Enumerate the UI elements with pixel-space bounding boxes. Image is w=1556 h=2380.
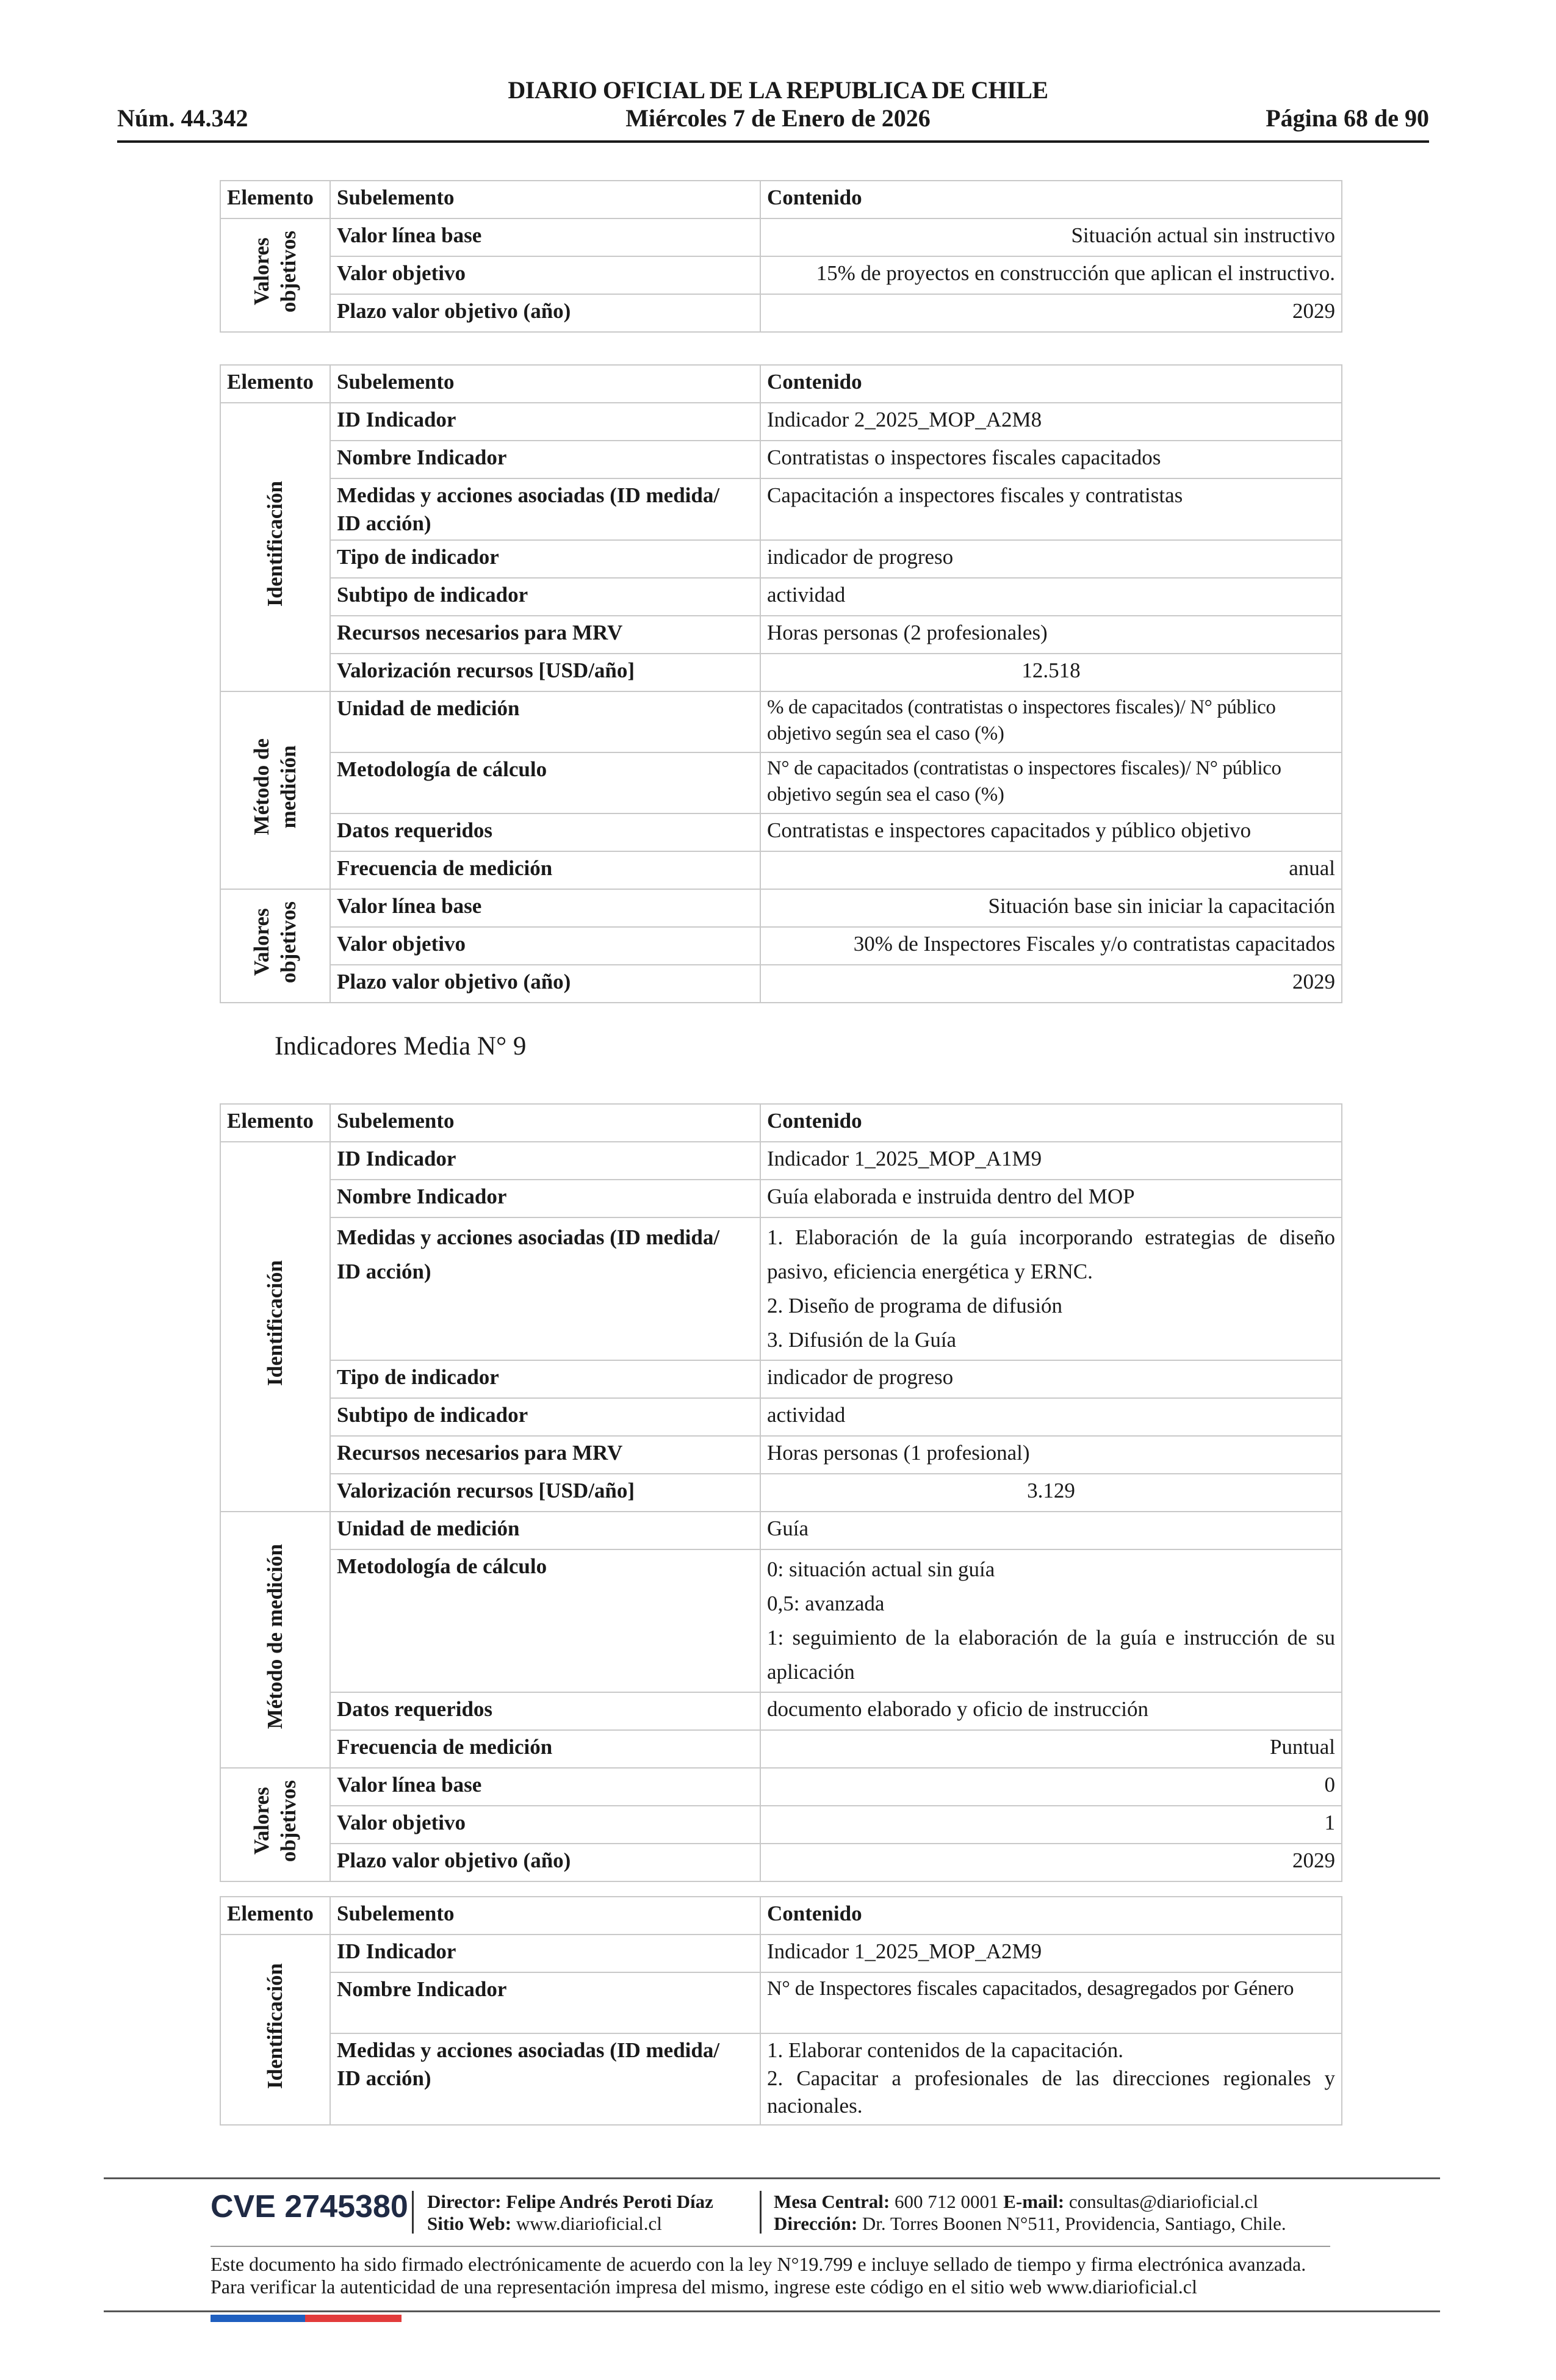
value-frecuencia: anual bbox=[760, 851, 1342, 889]
value-datos: documento elaborado y oficio de instrucción bbox=[760, 1692, 1342, 1730]
label-nombre: Nombre Indicador bbox=[330, 1180, 760, 1217]
value-plazo: 2029 bbox=[760, 294, 1342, 332]
indicator-table-1 bbox=[220, 180, 1342, 333]
footer-contact-block: Mesa Central: 600 712 0001 E-mail: consultas@diarioficial.cl Dirección: Dr. Torres Boonen N°511, Providencia, Santiago, Chile. bbox=[774, 2191, 1286, 2234]
label-unidad: Unidad de medición bbox=[330, 1512, 760, 1549]
value-subtipo: actividad bbox=[760, 1398, 1342, 1436]
label-valor-objetivo: Valor objetivo bbox=[330, 927, 760, 965]
footer-divider-bottom bbox=[104, 2310, 1440, 2312]
section-heading: Indicadores Media N° 9 bbox=[275, 1032, 527, 1061]
value-medidas bbox=[760, 2033, 1342, 2125]
value-medidas: Capacitación a inspectores fiscales y contratistas bbox=[760, 478, 1342, 540]
flag-bar-red bbox=[305, 2315, 402, 2322]
label-linea-base: Valor línea base bbox=[330, 218, 760, 256]
value-tipo: indicador de progreso bbox=[760, 540, 1342, 578]
label-metodologia: Metodología de cálculo bbox=[330, 752, 760, 813]
label-frecuencia: Frecuencia de medición bbox=[330, 851, 760, 889]
label-valorizacion: Valorización recursos [USD/año] bbox=[330, 1474, 760, 1512]
label-nombre: Nombre Indicador bbox=[330, 441, 760, 478]
value-recursos: Horas personas (2 profesionales) bbox=[760, 616, 1342, 654]
label-metodologia: Metodología de cálculo bbox=[330, 1549, 760, 1692]
label-plazo: Plazo valor objetivo (año) bbox=[330, 294, 760, 332]
page-number: Página 68 de 90 bbox=[1266, 104, 1429, 132]
value-nombre: Contratistas o inspectores fiscales capacitados bbox=[760, 441, 1342, 478]
label-id-indicador: ID Indicador bbox=[330, 1935, 760, 1972]
phone-number: 600 712 0001 bbox=[895, 2191, 999, 2212]
label-valor-objetivo: Valor objetivo bbox=[330, 1806, 760, 1844]
label-unidad: Unidad de medición bbox=[330, 691, 760, 752]
cve-code: CVE 2745380 bbox=[211, 2189, 408, 2224]
value-datos: Contratistas e inspectores capacitados y público objetivo bbox=[760, 813, 1342, 851]
col-header-elemento: Elemento bbox=[220, 181, 330, 218]
flag-bar-blue bbox=[211, 2315, 305, 2322]
col-header-subelemento: Subelemento bbox=[330, 365, 760, 403]
group-valores-objetivos: Valores objetivos bbox=[220, 1768, 330, 1881]
col-header-contenido: Contenido bbox=[760, 181, 1342, 218]
label-valorizacion: Valorización recursos [USD/año] bbox=[330, 654, 760, 691]
value-metodologia bbox=[760, 1549, 1342, 1692]
value-nombre: Guía elaborada e instruida dentro del MOP bbox=[760, 1180, 1342, 1217]
indicator-table-4 bbox=[220, 1896, 1342, 2126]
col-header-elemento: Elemento bbox=[220, 1897, 330, 1935]
email-link[interactable]: consultas@diarioficial.cl bbox=[1068, 2191, 1258, 2212]
medida-item: 2. Diseño de programa de difusión bbox=[767, 1294, 1063, 1318]
value-linea-base: Situación actual sin instructivo bbox=[760, 218, 1342, 256]
signature-notice: Este documento ha sido firmado electrónicamente de acuerdo con la ley N°19.799 e incluye sellado de tiempo y firma electrónica avanzada. Para verificar la autenticidad de una representación impresa del mismo, ingrese este código en el sitio web www.diarioficial.cl bbox=[211, 2253, 1306, 2298]
value-plazo: 2029 bbox=[760, 1844, 1342, 1881]
label-plazo: Plazo valor objetivo (año) bbox=[330, 965, 760, 1003]
label-recursos: Recursos necesarios para MRV bbox=[330, 616, 760, 654]
label-subtipo: Subtipo de indicador bbox=[330, 1398, 760, 1436]
header-divider bbox=[117, 140, 1429, 143]
label-linea-base: Valor línea base bbox=[330, 889, 760, 927]
value-nombre: N° de Inspectores fiscales capacitados, desagregados por Género bbox=[760, 1972, 1342, 2033]
col-header-contenido: Contenido bbox=[760, 365, 1342, 403]
group-metodo-medicion: Método de medición bbox=[220, 691, 330, 889]
issue-date: Miércoles 7 de Enero de 2026 bbox=[625, 104, 931, 132]
value-metodologia: N° de capacitados (contratistas o inspectores fiscales)/ N° público objetivo según sea el caso (%) bbox=[760, 752, 1342, 813]
label-recursos: Recursos necesarios para MRV bbox=[330, 1436, 760, 1474]
col-header-contenido: Contenido bbox=[760, 1897, 1342, 1935]
metodologia-item: 0: situación actual sin guía bbox=[767, 1557, 995, 1581]
label-nombre: Nombre Indicador bbox=[330, 1972, 760, 2033]
value-unidad: % de capacitados (contratistas o inspectores fiscales)/ N° público objetivo según sea el caso (%) bbox=[760, 691, 1342, 752]
label-plazo: Plazo valor objetivo (año) bbox=[330, 1844, 760, 1881]
value-linea-base: Situación base sin iniciar la capacitación bbox=[760, 889, 1342, 927]
value-valor-objetivo: 30% de Inspectores Fiscales y/o contratistas capacitados bbox=[760, 927, 1342, 965]
col-header-elemento: Elemento bbox=[220, 1104, 330, 1142]
label-medidas: Medidas y acciones asociadas (ID medida/ ID acción) bbox=[330, 2033, 760, 2125]
footer-separator bbox=[412, 2191, 414, 2234]
col-header-elemento: Elemento bbox=[220, 365, 330, 403]
director-name: Felipe Andrés Peroti Díaz bbox=[506, 2191, 713, 2212]
group-valores-objetivos: Valores objetivos bbox=[220, 889, 330, 1003]
value-valor-objetivo: 1 bbox=[760, 1806, 1342, 1844]
value-frecuencia: Puntual bbox=[760, 1730, 1342, 1768]
value-tipo: indicador de progreso bbox=[760, 1360, 1342, 1398]
footer-divider-top bbox=[104, 2177, 1440, 2179]
value-id-indicador: Indicador 2_2025_MOP_A2M8 bbox=[760, 403, 1342, 441]
value-valorizacion: 12.518 bbox=[760, 654, 1342, 691]
value-id-indicador: Indicador 1_2025_MOP_A1M9 bbox=[760, 1142, 1342, 1180]
medida-item: 2. Capacitar a profesionales de las direcciones regionales y nacionales. bbox=[767, 2066, 1335, 2118]
label-medidas: Medidas y acciones asociadas (ID medida/ ID acción) bbox=[330, 1217, 760, 1360]
label-id-indicador: ID Indicador bbox=[330, 1142, 760, 1180]
value-id-indicador: Indicador 1_2025_MOP_A2M9 bbox=[760, 1935, 1342, 1972]
label-medidas: Medidas y acciones asociadas (ID medida/ ID acción) bbox=[330, 478, 760, 540]
indicator-table-2 bbox=[220, 364, 1342, 1003]
medida-item: 1. Elaboración de la guía incorporando estrategias de diseño pasivo, eficiencia energética y ERNC. bbox=[767, 1225, 1335, 1283]
label-datos: Datos requeridos bbox=[330, 813, 760, 851]
col-header-subelemento: Subelemento bbox=[330, 1897, 760, 1935]
medida-item: 1. Elaborar contenidos de la capacitación. bbox=[767, 2038, 1124, 2062]
group-valores-objetivos: Valores objetivos bbox=[220, 218, 330, 332]
label-tipo: Tipo de indicador bbox=[330, 540, 760, 578]
issue-number: Núm. 44.342 bbox=[117, 104, 248, 132]
medida-item: 3. Difusión de la Guía bbox=[767, 1328, 957, 1352]
label-datos: Datos requeridos bbox=[330, 1692, 760, 1730]
group-identificacion: Identificación bbox=[220, 1142, 330, 1512]
label-tipo: Tipo de indicador bbox=[330, 1360, 760, 1398]
website-link[interactable]: www.diarioficial.cl bbox=[516, 2212, 662, 2234]
metodologia-item: 1: seguimiento de la elaboración de la guía e instrucción de su aplicación bbox=[767, 1626, 1335, 1684]
address: Dr. Torres Boonen N°511, Providencia, Santiago, Chile. bbox=[862, 2212, 1286, 2234]
label-valor-objetivo: Valor objetivo bbox=[330, 256, 760, 294]
newspaper-title: DIARIO OFICIAL DE LA REPUBLICA DE CHILE bbox=[508, 76, 1048, 104]
value-valorizacion: 3.129 bbox=[760, 1474, 1342, 1512]
footer-divider-middle bbox=[211, 2246, 1330, 2247]
label-frecuencia: Frecuencia de medición bbox=[330, 1730, 760, 1768]
col-header-contenido: Contenido bbox=[760, 1104, 1342, 1142]
group-metodo-medicion: Método de medición bbox=[220, 1512, 330, 1768]
value-recursos: Horas personas (1 profesional) bbox=[760, 1436, 1342, 1474]
value-valor-objetivo: 15% de proyectos en construcción que aplican el instructivo. bbox=[760, 256, 1342, 294]
label-linea-base: Valor línea base bbox=[330, 1768, 760, 1806]
indicator-table-3 bbox=[220, 1103, 1342, 1882]
value-subtipo: actividad bbox=[760, 578, 1342, 616]
value-unidad: Guía bbox=[760, 1512, 1342, 1549]
label-subtipo: Subtipo de indicador bbox=[330, 578, 760, 616]
col-header-subelemento: Subelemento bbox=[330, 181, 760, 218]
value-linea-base: 0 bbox=[760, 1768, 1342, 1806]
value-plazo: 2029 bbox=[760, 965, 1342, 1003]
metodologia-item: 0,5: avanzada bbox=[767, 1592, 885, 1615]
col-header-subelemento: Subelemento bbox=[330, 1104, 760, 1142]
footer-separator bbox=[760, 2191, 762, 2234]
label-id-indicador: ID Indicador bbox=[330, 403, 760, 441]
value-medidas bbox=[760, 1217, 1342, 1360]
group-identificacion: Identificación bbox=[220, 1935, 330, 2125]
footer-director-block: Director: Felipe Andrés Peroti Díaz Sitio Web: www.diarioficial.cl bbox=[427, 2191, 713, 2234]
group-identificacion: Identificación bbox=[220, 403, 330, 691]
